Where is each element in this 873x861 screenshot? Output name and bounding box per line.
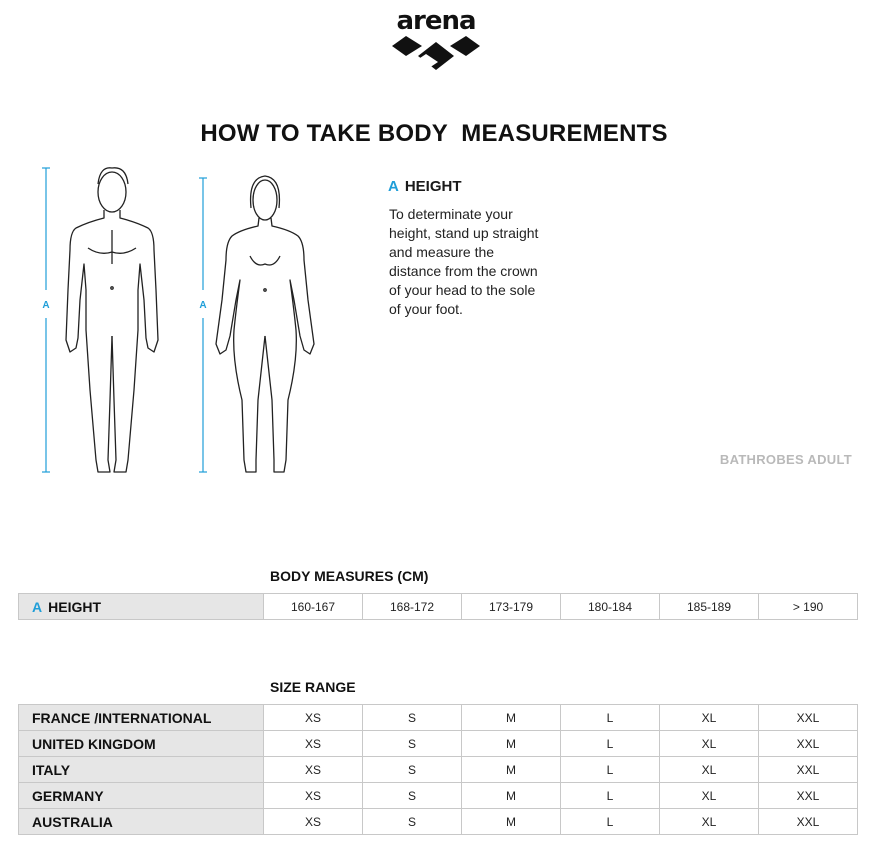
measurement-heading bbox=[388, 178, 462, 195]
table-cell: S bbox=[363, 809, 462, 835]
table-cell: XS bbox=[264, 731, 363, 757]
table-cell: XXL bbox=[759, 757, 858, 783]
row-header: FRANCE /INTERNATIONAL bbox=[19, 705, 264, 731]
table-cell: M bbox=[462, 757, 561, 783]
table-cell: 160-167 bbox=[264, 594, 363, 620]
table-row bbox=[19, 594, 858, 620]
brand-diamonds-icon bbox=[392, 36, 480, 76]
table-cell: L bbox=[561, 809, 660, 835]
table-cell: M bbox=[462, 783, 561, 809]
table-cell: XXL bbox=[759, 705, 858, 731]
table-row bbox=[19, 757, 858, 783]
female-marker-letter: A bbox=[199, 300, 207, 311]
table-cell: XL bbox=[660, 783, 759, 809]
table-cell: XS bbox=[264, 757, 363, 783]
table-cell: L bbox=[561, 731, 660, 757]
table-cell: XS bbox=[264, 705, 363, 731]
table-cell: S bbox=[363, 731, 462, 757]
table-cell: S bbox=[363, 757, 462, 783]
table-cell: XS bbox=[264, 783, 363, 809]
table-row bbox=[19, 809, 858, 835]
measurement-description: To determinate your height, stand up straight and measure the distance from the crown of your head to the sole of your foot. bbox=[389, 206, 539, 317]
table-cell: S bbox=[363, 705, 462, 731]
table-cell: XS bbox=[264, 809, 363, 835]
table-cell: 173-179 bbox=[462, 594, 561, 620]
measurement-letter: A bbox=[388, 178, 399, 195]
table-cell: L bbox=[561, 757, 660, 783]
table-row bbox=[19, 783, 858, 809]
table-row bbox=[19, 731, 858, 757]
table-cell: M bbox=[462, 705, 561, 731]
row-letter: A bbox=[32, 598, 43, 615]
table-cell: L bbox=[561, 705, 660, 731]
size-range-caption: SIZE RANGE bbox=[270, 679, 356, 695]
male-height-arrow bbox=[42, 168, 50, 472]
male-figure bbox=[66, 168, 158, 472]
product-label: BATHROBES ADULT bbox=[719, 452, 852, 467]
row-header bbox=[19, 594, 264, 620]
row-header: AUSTRALIA bbox=[19, 809, 264, 835]
table-cell: > 190 bbox=[759, 594, 858, 620]
table-cell: XL bbox=[660, 809, 759, 835]
table-cell: XL bbox=[660, 757, 759, 783]
measurement-name: HEIGHT bbox=[404, 178, 462, 195]
female-figure bbox=[216, 176, 314, 472]
table-cell: XXL bbox=[759, 809, 858, 835]
table-cell: XL bbox=[660, 731, 759, 757]
table-cell: L bbox=[561, 783, 660, 809]
row-label: HEIGHT bbox=[48, 598, 102, 615]
table-cell: XL bbox=[660, 705, 759, 731]
table-cell: M bbox=[462, 731, 561, 757]
brand-wordmark: arena bbox=[396, 6, 476, 36]
row-header: ITALY bbox=[19, 757, 264, 783]
body-measures-caption: BODY MEASURES (CM) bbox=[270, 568, 429, 584]
table-cell: XXL bbox=[759, 731, 858, 757]
size-range-table bbox=[18, 704, 858, 835]
male-marker-letter: A bbox=[42, 300, 50, 311]
table-cell: S bbox=[363, 783, 462, 809]
table-cell: XXL bbox=[759, 783, 858, 809]
body-figures-illustration bbox=[36, 160, 336, 480]
row-header: GERMANY bbox=[19, 783, 264, 809]
table-row bbox=[19, 705, 858, 731]
brand-logo bbox=[388, 6, 484, 72]
table-cell: M bbox=[462, 809, 561, 835]
table-cell: 180-184 bbox=[561, 594, 660, 620]
page-title: HOW TO TAKE BODY MEASUREMENTS bbox=[200, 120, 668, 147]
table-cell: 185-189 bbox=[660, 594, 759, 620]
table-cell: 168-172 bbox=[363, 594, 462, 620]
female-height-arrow bbox=[199, 178, 207, 472]
row-header: UNITED KINGDOM bbox=[19, 731, 264, 757]
body-measures-table bbox=[18, 593, 858, 620]
